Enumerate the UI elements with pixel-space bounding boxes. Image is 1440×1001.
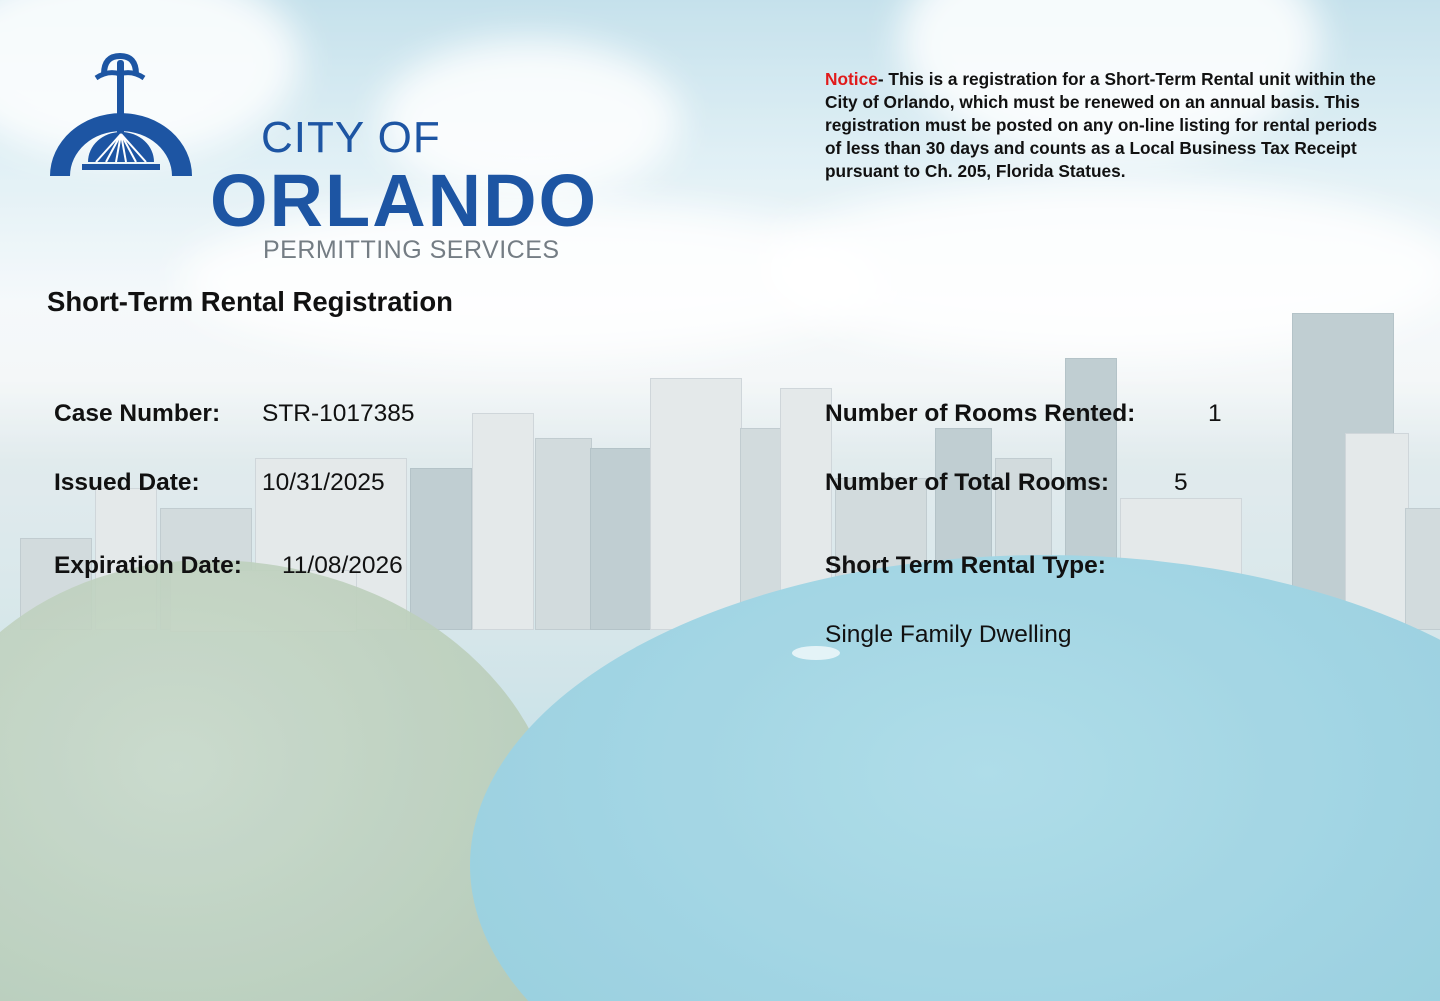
expiration-date-field <box>54 552 403 580</box>
issued-date-field <box>54 469 385 497</box>
rooms-rented-field <box>825 400 1222 428</box>
rental-type-field <box>825 552 1106 580</box>
issued-date-label: Issued Date: <box>54 469 200 496</box>
rental-type-label: Short Term Rental Type: <box>825 552 1106 579</box>
expiration-date-value: 11/08/2026 <box>282 552 403 579</box>
total-rooms-label: Number of Total Rooms: <box>825 469 1110 496</box>
expiration-date-label: Expiration Date: <box>54 552 242 579</box>
case-number-field <box>54 400 415 428</box>
total-rooms-field <box>825 469 1188 497</box>
logo-orlando-text: ORLANDO <box>210 159 599 242</box>
document-title: Short-Term Rental Registration <box>47 286 453 317</box>
registration-notice <box>825 68 1395 183</box>
dome-emblem-icon <box>48 52 198 182</box>
notice-text: - This is a registration for a Short-Term Rental unit within the City of Orlando, which must be renewed on an annual basis. This registration must be posted on any on-line listing for rental periods of less than 30 days and counts as a Local Business Tax Receipt pursuant to Ch. 205, Florida Statues. <box>825 69 1378 181</box>
rooms-rented-label: Number of Rooms Rented: <box>825 400 1136 427</box>
notice-label: Notice <box>825 69 878 89</box>
rental-type-value-row <box>825 621 1071 649</box>
rental-type-value: Single Family Dwelling <box>825 621 1072 648</box>
issued-date-value: 10/31/2025 <box>262 469 385 496</box>
case-number-label: Case Number: <box>54 400 221 427</box>
city-logo <box>48 52 628 264</box>
case-number-value: STR-1017385 <box>262 400 415 427</box>
total-rooms-value: 5 <box>1174 469 1188 496</box>
logo-permitting-services-text: PERMITTING SERVICES <box>263 236 560 264</box>
rooms-rented-value: 1 <box>1208 400 1222 427</box>
logo-city-of-text: CITY OF <box>261 113 441 162</box>
